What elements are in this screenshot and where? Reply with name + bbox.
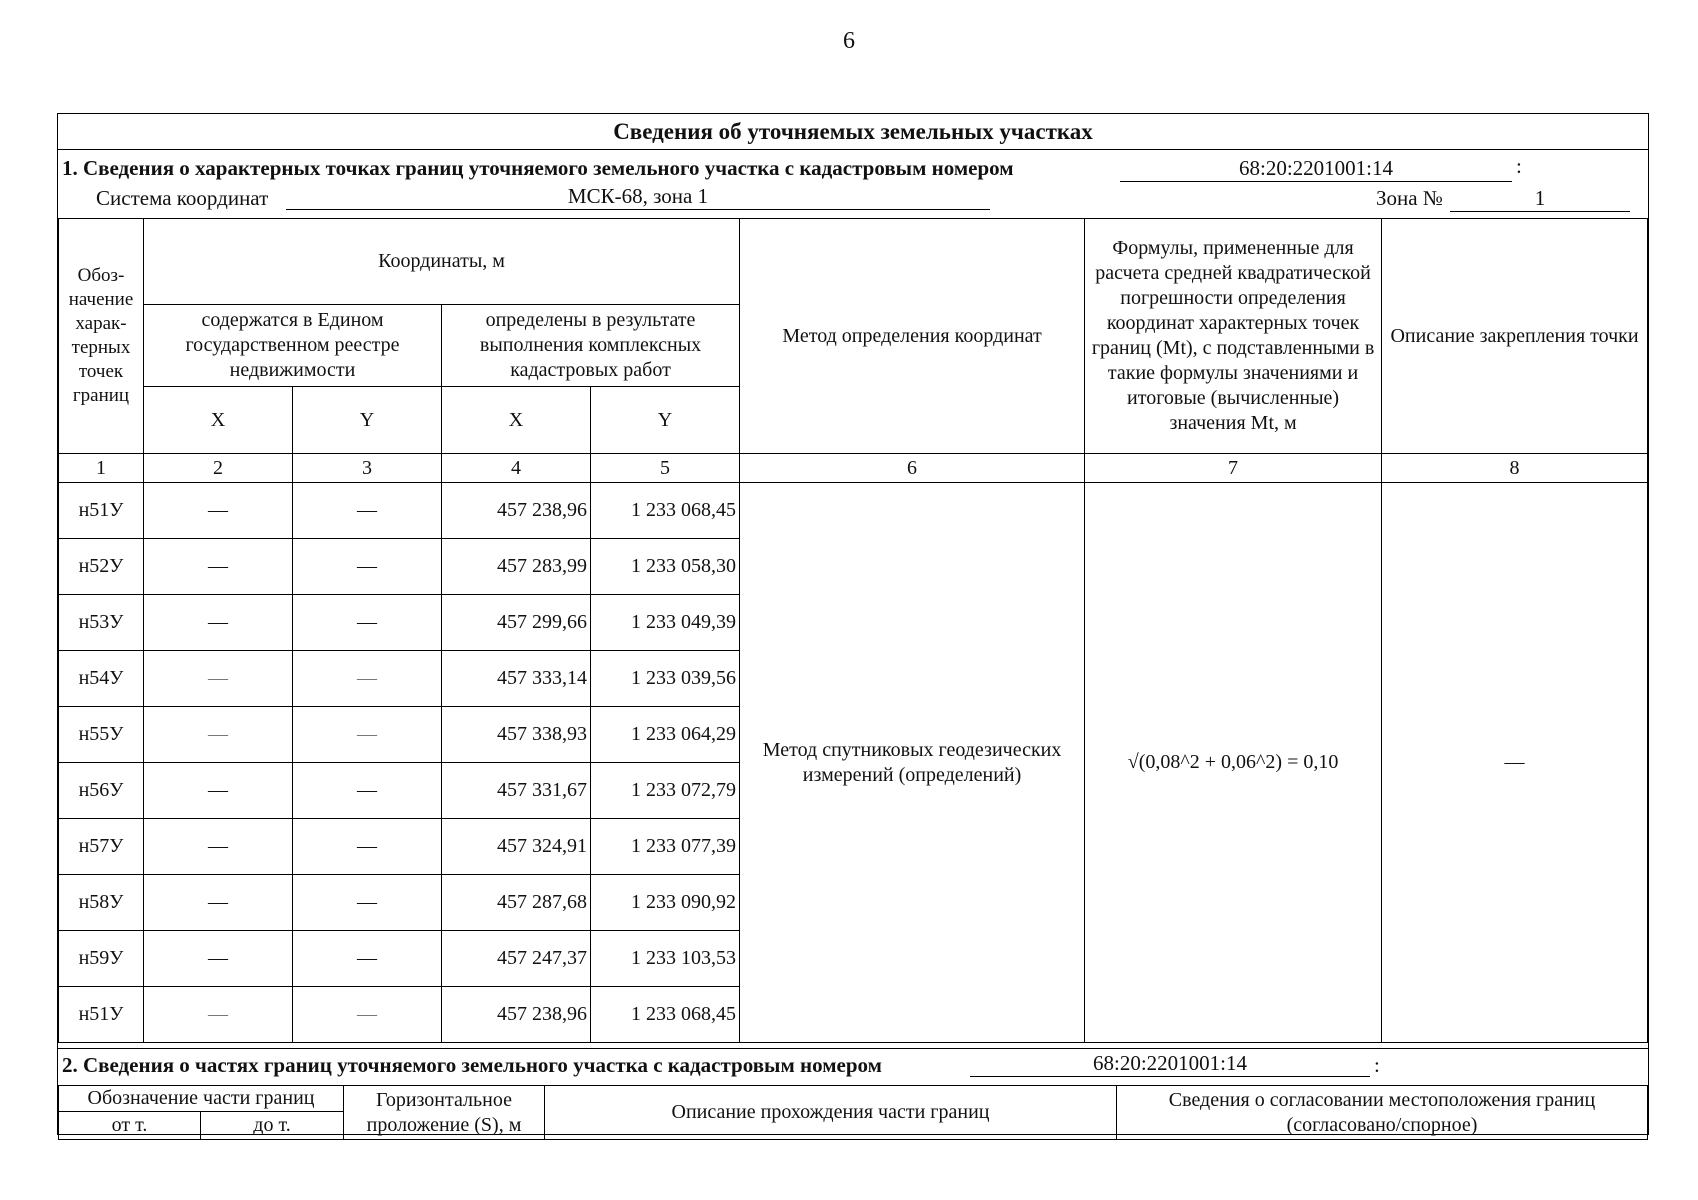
- column-number: 3: [293, 454, 442, 483]
- x-egrn: —: [144, 987, 293, 1043]
- header-x-egrn: X: [144, 387, 293, 454]
- y-egrn: —: [293, 651, 442, 707]
- x-egrn: —: [144, 931, 293, 987]
- x-egrn: —: [144, 763, 293, 819]
- y-coordinate: 1 233 103,53: [591, 931, 740, 987]
- y-coordinate: 1 233 068,45: [591, 987, 740, 1043]
- parts-table: [58, 1085, 1648, 1140]
- header-method: Метод определения координат: [740, 219, 1085, 454]
- section1-colon: :: [1516, 154, 1522, 178]
- column-number: 1: [59, 454, 144, 483]
- document-title: Сведения об уточняемых земельных участках: [58, 114, 1648, 150]
- section1-cadastral-number: 68:20:2201001:14: [1120, 156, 1512, 182]
- x-egrn: —: [144, 595, 293, 651]
- table-row: [59, 483, 1648, 539]
- y-coordinate: 1 233 068,45: [591, 483, 740, 539]
- header-part-designation: Обозначение части границ: [59, 1086, 344, 1112]
- x-egrn: —: [144, 707, 293, 763]
- points-table: [58, 218, 1648, 1043]
- method-cell: Метод спутниковых геодезических измерений (определений): [740, 483, 1085, 1043]
- column-number: 5: [591, 454, 740, 483]
- y-egrn: —: [293, 987, 442, 1043]
- column-number: 2: [144, 454, 293, 483]
- point-name: н54У: [59, 651, 144, 707]
- coord-system-label: Система координат: [96, 186, 269, 210]
- x-coordinate: 457 333,14: [442, 651, 591, 707]
- point-name: н51У: [59, 483, 144, 539]
- x-coordinate: 457 283,99: [442, 539, 591, 595]
- x-egrn: —: [144, 539, 293, 595]
- x-coordinate: 457 338,93: [442, 707, 591, 763]
- x-coordinate: 457 247,37: [442, 931, 591, 987]
- column-number: 6: [740, 454, 1085, 483]
- point-name: н51У: [59, 987, 144, 1043]
- x-egrn: —: [144, 651, 293, 707]
- zone-label: Зона №: [1376, 186, 1443, 210]
- header-x-kkr: X: [442, 387, 591, 454]
- y-coordinate: 1 233 064,29: [591, 707, 740, 763]
- y-coordinate: 1 233 058,30: [591, 539, 740, 595]
- document-frame: [57, 113, 1649, 1135]
- x-egrn: —: [144, 819, 293, 875]
- y-coordinate: 1 233 049,39: [591, 595, 740, 651]
- header-egrn: содержатся в Едином государственном реестре недвижимости: [144, 305, 442, 387]
- section1-heading: 1. Сведения о характерных точках границ уточняемого земельного участка с кадастровым номером: [62, 156, 1014, 180]
- header-point-designation: Обоз-начение харак-терных точек границ: [59, 219, 144, 454]
- point-name: н57У: [59, 819, 144, 875]
- fixation-cell: —: [1382, 483, 1648, 1043]
- y-egrn: —: [293, 707, 442, 763]
- header-from-point: от т.: [59, 1112, 201, 1140]
- y-egrn: —: [293, 539, 442, 595]
- page-number: 6: [843, 28, 855, 54]
- y-egrn: —: [293, 875, 442, 931]
- header-y-kkr: Y: [591, 387, 740, 454]
- section2-cadastral-number: 68:20:2201001:14: [970, 1051, 1370, 1077]
- section2-heading-row: [58, 1048, 1648, 1086]
- coord-system-value: МСК-68, зона 1: [286, 184, 990, 210]
- x-coordinate: 457 331,67: [442, 763, 591, 819]
- y-egrn: —: [293, 483, 442, 539]
- y-coordinate: 1 233 039,56: [591, 651, 740, 707]
- header-agreement: Сведения о согласовании местоположения границ (согласовано/спорное): [1117, 1086, 1648, 1140]
- header-horizontal-distance: Горизонтальное проложение (S), м: [344, 1086, 545, 1140]
- point-name: н56У: [59, 763, 144, 819]
- x-coordinate: 457 324,91: [442, 819, 591, 875]
- header-fixation: Описание закрепления точки: [1382, 219, 1648, 454]
- y-egrn: —: [293, 595, 442, 651]
- column-number: 8: [1382, 454, 1648, 483]
- header-coordinates: Координаты, м: [144, 219, 740, 305]
- y-egrn: —: [293, 931, 442, 987]
- point-name: н55У: [59, 707, 144, 763]
- header-to-point: до т.: [201, 1112, 344, 1140]
- header-part-description: Описание прохождения части границ: [545, 1086, 1117, 1140]
- header-formula: Формулы, примененные для расчета средней квадратической погрешности определения координат характерных точек границ (Mt), с подставленными в такие формулы значениями и итоговые (вычисленные) значения Mt, м: [1085, 219, 1382, 454]
- point-name: н52У: [59, 539, 144, 595]
- y-coordinate: 1 233 090,92: [591, 875, 740, 931]
- header-y-egrn: Y: [293, 387, 442, 454]
- point-name: н59У: [59, 931, 144, 987]
- column-number: 4: [442, 454, 591, 483]
- y-egrn: —: [293, 763, 442, 819]
- y-coordinate: 1 233 072,79: [591, 763, 740, 819]
- x-coordinate: 457 299,66: [442, 595, 591, 651]
- section2-heading: 2. Сведения о частях границ уточняемого земельного участка с кадастровым номером: [62, 1053, 882, 1077]
- section2-colon: :: [1374, 1053, 1380, 1077]
- x-coordinate: 457 238,96: [442, 483, 591, 539]
- header-kkr: определены в результате выполнения комплексных кадастровых работ: [442, 305, 740, 387]
- x-coordinate: 457 238,96: [442, 987, 591, 1043]
- zone-value: 1: [1450, 186, 1630, 212]
- x-egrn: —: [144, 875, 293, 931]
- point-name: н58У: [59, 875, 144, 931]
- x-egrn: —: [144, 483, 293, 539]
- y-egrn: —: [293, 819, 442, 875]
- formula-cell: √(0,08^2 + 0,06^2) = 0,10: [1085, 483, 1382, 1043]
- y-coordinate: 1 233 077,39: [591, 819, 740, 875]
- x-coordinate: 457 287,68: [442, 875, 591, 931]
- column-number: 7: [1085, 454, 1382, 483]
- point-name: н53У: [59, 595, 144, 651]
